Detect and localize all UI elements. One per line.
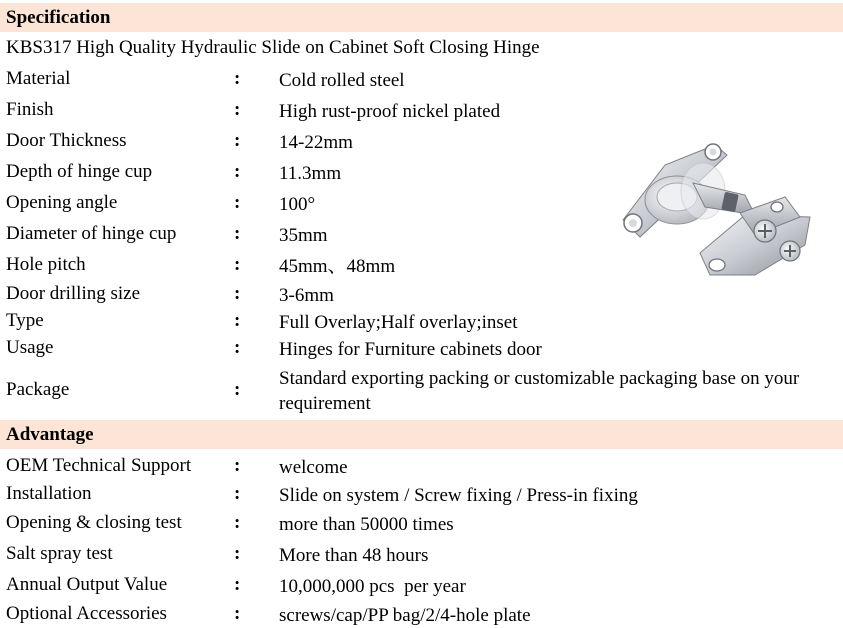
separator: : [234, 161, 241, 182]
adv-label: Annual Output Value [6, 574, 168, 595]
specification-header [0, 3, 843, 32]
separator: : [234, 68, 241, 89]
spec-label: Door drilling size [6, 283, 141, 304]
adv-value: Slide on system / Screw fixing / Press-in fixing [279, 485, 638, 506]
spec-label: Door Thickness [6, 130, 127, 151]
spec-value: Hinges for Furniture cabinets door [279, 339, 542, 360]
spec-value: 14-22mm [279, 132, 353, 153]
spec-value: Cold rolled steel [279, 70, 405, 91]
adv-label: Installation [6, 483, 92, 504]
spec-value: 11.3mm [279, 163, 342, 184]
separator: : [234, 130, 241, 151]
cabinet-hinge-photo [605, 125, 820, 295]
specification-heading: Specification [6, 7, 111, 28]
adv-value: screws/cap/PP bag/2/4-hole plate [279, 605, 531, 626]
advantage-heading: Advantage [6, 424, 94, 445]
adv-value: welcome [279, 457, 348, 478]
spec-value: 3-6mm [279, 285, 334, 306]
spec-label: Usage [6, 337, 54, 358]
separator: : [234, 337, 241, 358]
adv-value: 10,000,000 pcs per year [279, 576, 466, 597]
spec-label: Package [6, 379, 70, 400]
separator: : [234, 483, 241, 504]
separator: : [234, 574, 241, 595]
adv-value: More than 48 hours [279, 545, 429, 566]
advantage-header [0, 420, 843, 449]
adv-value: more than 50000 times [279, 514, 454, 535]
spec-value: High rust-proof nickel plated [279, 101, 501, 122]
separator: : [234, 379, 241, 400]
separator: : [234, 192, 241, 213]
separator: : [234, 254, 241, 275]
spec-label: Material [6, 68, 71, 89]
adv-label: Optional Accessories [6, 603, 167, 624]
spec-label: Diameter of hinge cup [6, 223, 177, 244]
spec-value: 100° [279, 194, 316, 215]
separator: : [234, 455, 241, 476]
adv-label: Salt spray test [6, 543, 113, 564]
adv-label: Opening & closing test [6, 512, 182, 533]
separator: : [234, 543, 241, 564]
spec-label: Hole pitch [6, 254, 86, 275]
adv-label: OEM Technical Support [6, 455, 192, 476]
spec-value: Standard exporting packing or customizable packaging base on your requirement [279, 368, 800, 414]
separator: : [234, 283, 241, 304]
separator: : [234, 603, 241, 624]
spec-value: 35mm [279, 225, 328, 246]
spec-value: Full Overlay;Half overlay;inset [279, 312, 518, 333]
spec-label: Depth of hinge cup [6, 161, 153, 182]
spec-value: 45mm、48mm [279, 256, 396, 277]
separator: : [234, 99, 241, 120]
separator: : [234, 223, 241, 244]
spec-label: Type [6, 310, 44, 331]
product-title: KBS317 High Quality Hydraulic Slide on Cabinet Soft Closing Hinge [6, 37, 540, 58]
separator: : [234, 512, 241, 533]
separator: : [234, 310, 241, 331]
spec-label: Opening angle [6, 192, 118, 213]
spec-label: Finish [6, 99, 54, 120]
